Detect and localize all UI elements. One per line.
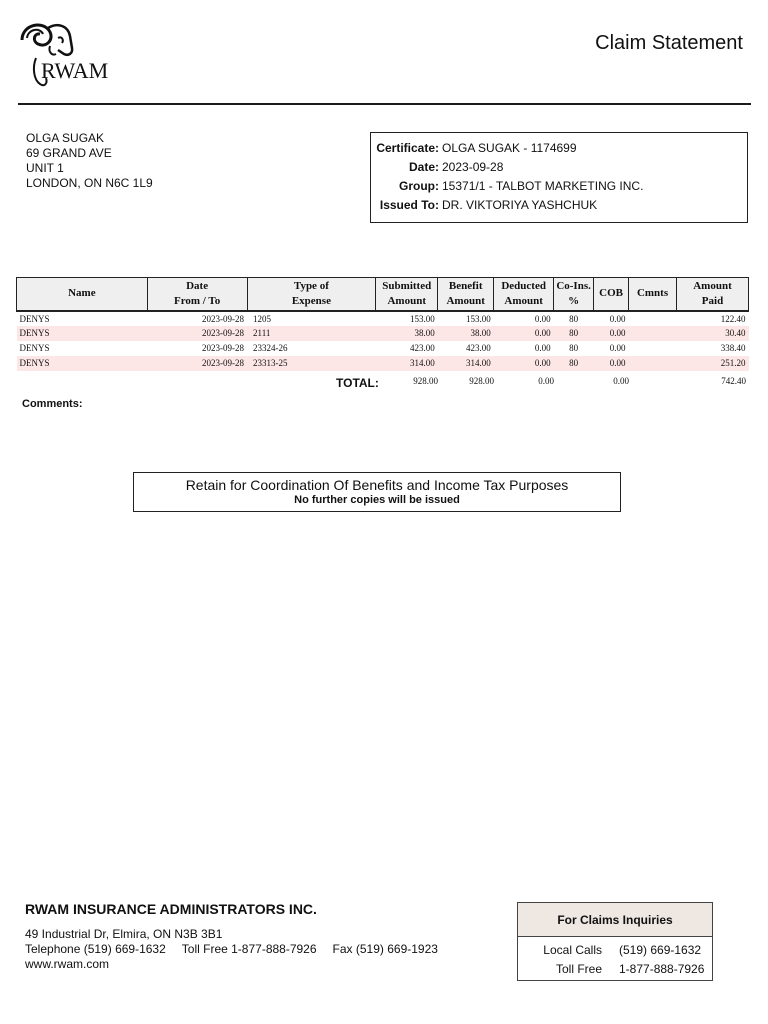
address-line: 69 GRAND AVE xyxy=(26,146,112,160)
col-header-type: Type of Expense xyxy=(247,278,376,311)
col-header-cmnts: Cmnts xyxy=(629,278,677,311)
group-value: 15371/1 - TALBOT MARKETING INC. xyxy=(442,179,644,193)
cell-type: 2111 xyxy=(247,326,376,341)
certificate-label: Certificate: xyxy=(376,141,439,155)
local-calls-label: Local Calls xyxy=(543,943,602,957)
total-benefit: 928.00 xyxy=(469,376,494,386)
certificate-value: OLGA SUGAK - 1174699 xyxy=(442,141,577,155)
cell-date: 2023-09-28 xyxy=(147,326,247,341)
logo-text: RWAM xyxy=(41,58,109,83)
col-header-coins: Co-Ins. % xyxy=(554,278,594,311)
certificate-row xyxy=(371,141,747,157)
header-divider xyxy=(18,103,751,105)
toll-free-value: 1-877-888-7926 xyxy=(619,962,705,976)
cell-coins: 80 xyxy=(569,313,579,324)
cell-deducted: 0.00 xyxy=(494,326,554,341)
cell-cob: 0.00 xyxy=(594,356,629,371)
cell-paid: 251.20 xyxy=(677,356,749,371)
cell-benefit: 153.00 xyxy=(465,313,491,324)
total-label-text: TOTAL: xyxy=(336,376,379,390)
cell-paid: 122.40 xyxy=(720,313,746,324)
cell-submitted: 314.00 xyxy=(376,356,438,371)
cell-cob: 0.00 xyxy=(609,313,626,324)
total-submitted: 928.00 xyxy=(413,376,438,386)
inquiries-title: For Claims Inquiries xyxy=(518,903,712,937)
company-phones xyxy=(25,942,438,957)
rwam-logo xyxy=(18,18,240,96)
totals-line xyxy=(16,376,749,391)
cell-date: 2023-09-28 xyxy=(202,313,245,324)
cell-name: DENYS xyxy=(19,343,50,353)
issued-to-value: DR. VIKTORIYA YASHCHUK xyxy=(442,198,598,212)
cell-cob: 0.00 xyxy=(594,326,629,341)
cell-cmnts xyxy=(629,311,677,326)
cell-cmnts xyxy=(629,326,677,341)
address-line: OLGA SUGAK xyxy=(26,131,105,145)
col-header-benefit: Benefit Amount xyxy=(438,278,494,311)
date-label: Date: xyxy=(408,160,439,174)
table-row xyxy=(17,341,749,356)
cell-coins: 80 xyxy=(554,356,594,371)
table-row xyxy=(17,326,749,341)
cell-coins: 80 xyxy=(569,343,579,353)
date-value: 2023-09-28 xyxy=(442,160,504,174)
company-website: www.rwam.com xyxy=(25,957,110,971)
col-header-paid: Amount Paid xyxy=(677,278,749,311)
cell-deducted: 0.00 xyxy=(534,343,551,353)
group-label: Group: xyxy=(399,179,439,193)
total-deducted: 0.00 xyxy=(538,376,554,386)
cell-deducted: 0.00 xyxy=(494,356,554,371)
local-calls-value: (519) 669-1632 xyxy=(619,943,702,957)
total-cob: 0.00 xyxy=(613,376,629,386)
certificate-info-box xyxy=(370,132,748,223)
col-header-name: Name xyxy=(17,278,148,311)
col-header-date: Date From / To xyxy=(147,278,247,311)
col-header-cob: COB xyxy=(594,278,629,311)
issued-to-row xyxy=(371,198,747,214)
company-fax: Fax (519) 669-1923 xyxy=(332,942,438,956)
company-footer xyxy=(25,902,438,972)
table-header-row xyxy=(17,278,749,311)
member-address xyxy=(26,131,153,191)
toll-free-label: Toll Free xyxy=(555,962,602,976)
cell-type: 23324-26 xyxy=(253,343,288,353)
cell-cob: 0.00 xyxy=(609,343,626,353)
cell-deducted: 0.00 xyxy=(534,313,551,324)
cell-type: 23313-25 xyxy=(247,356,376,371)
table-row xyxy=(17,311,749,326)
cell-benefit: 314.00 xyxy=(438,356,494,371)
cell-submitted: 423.00 xyxy=(409,343,435,353)
col-header-submitted: Submitted Amount xyxy=(376,278,438,311)
cell-paid: 338.40 xyxy=(720,343,746,353)
comments-label: Comments: xyxy=(22,398,83,410)
group-row xyxy=(371,179,747,195)
company-name: RWAM INSURANCE ADMINISTRATORS INC. xyxy=(25,901,317,917)
cell-paid: 30.40 xyxy=(677,326,749,341)
cell-cmnts xyxy=(629,341,677,356)
retain-title: Retain for Coordination Of Benefits and Income Tax Purposes xyxy=(185,477,569,493)
address-line: LONDON, ON N6C 1L9 xyxy=(26,176,153,190)
cell-submitted: 153.00 xyxy=(409,313,435,324)
page-title: Claim Statement xyxy=(595,32,743,54)
cell-type: 1205 xyxy=(253,313,272,324)
cell-date: 2023-09-28 xyxy=(147,356,247,371)
cell-submitted: 38.00 xyxy=(376,326,438,341)
cell-name: DENYS xyxy=(19,313,50,324)
cell-benefit: 423.00 xyxy=(465,343,491,353)
cell-benefit: 38.00 xyxy=(438,326,494,341)
cell-name: DENYS xyxy=(17,326,148,341)
toll-free-row xyxy=(518,962,712,978)
cell-coins: 80 xyxy=(554,326,594,341)
company-address: 49 Industrial Dr, Elmira, ON N3B 3B1 xyxy=(25,927,223,941)
retain-subtitle: No further copies will be issued xyxy=(294,494,460,506)
address-line: UNIT 1 xyxy=(26,161,64,175)
date-row xyxy=(371,160,747,176)
claims-table xyxy=(16,277,749,386)
retain-notice-box xyxy=(133,472,621,512)
table-row xyxy=(17,356,749,371)
company-telephone: Telephone (519) 669-1632 xyxy=(25,942,166,956)
issued-to-label: Issued To: xyxy=(379,198,439,212)
cell-cmnts xyxy=(629,356,677,371)
claims-inquiries-box xyxy=(517,902,713,981)
local-calls-row xyxy=(518,943,712,959)
total-paid: 742.40 xyxy=(721,376,746,386)
company-tollfree: Toll Free 1-877-888-7926 xyxy=(181,942,317,956)
col-header-deducted: Deducted Amount xyxy=(494,278,554,311)
cell-date: 2023-09-28 xyxy=(202,343,245,353)
cell-name: DENYS xyxy=(17,356,148,371)
